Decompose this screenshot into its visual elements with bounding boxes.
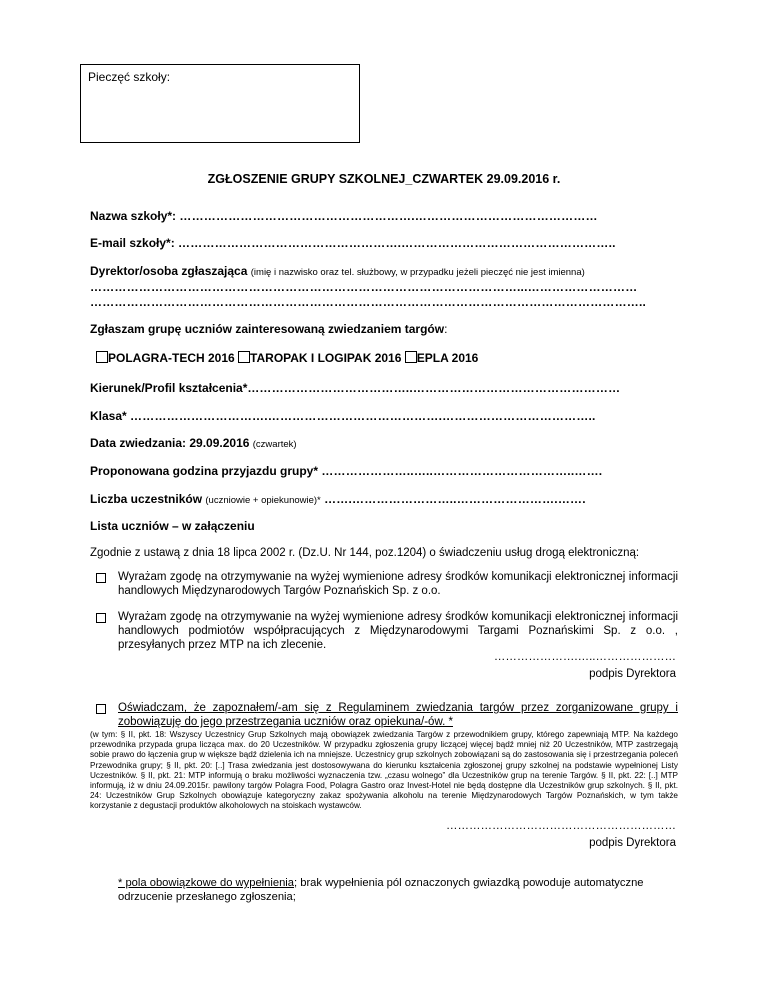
signature-line-1[interactable]: ………………….…..………………… — [493, 651, 676, 663]
visit-date-note: (czwartek) — [252, 439, 297, 450]
consent-2-checkbox[interactable] — [96, 613, 106, 623]
director-field-line-1[interactable]: ……………………………………………………………………………………………...……………………… — [90, 280, 638, 294]
director-field-line-2[interactable]: ……………………………………………………………………………………………………………………….. — [90, 295, 647, 309]
form-title: ZGŁOSZENIE GRUPY SZKOLNEJ_CZWARTEK 29.09.2016 r. — [207, 172, 561, 186]
declare-group-label: Zgłaszam grupę uczniów zainteresowaną zwiedzaniem targów — [90, 322, 445, 336]
students-note: (uczniowie + opiekunowie)* — [205, 495, 321, 506]
arrival-time-row[interactable] — [90, 464, 690, 478]
signature-label-2: podpis Dyrektora — [589, 837, 676, 849]
class-row[interactable] — [90, 409, 690, 423]
students-row[interactable] — [90, 492, 690, 506]
email-label: E-mail szkoły*: — [90, 236, 175, 250]
declaration-checkbox[interactable] — [96, 704, 106, 714]
director-row — [90, 264, 690, 278]
declare-group-colon: : — [444, 322, 448, 336]
director-label: Dyrektor/osoba zgłaszająca — [90, 264, 248, 278]
school-name-field[interactable]: ………………………………………………….……………………………………… — [179, 209, 598, 223]
fair-option-epla: EPLA 2016 — [416, 351, 479, 365]
mandatory-fields-footnote — [118, 876, 648, 904]
stamp-label: Pieczęć szkoły: — [88, 70, 171, 84]
students-label: Liczba uczestników — [90, 492, 203, 506]
school-name-label: Nazwa szkoły*: — [90, 209, 177, 223]
consent-2-text: Wyrażam zgodę na otrzymywanie na wyżej wymienione adresy środków komunikacji elektronicznej informacji handlowych podmiotów współpracujących z Międzynarodowymi Targami Poznańskimi Sp. z o.o. , przesyłanych przez MTP na ich zlecenie. — [118, 611, 678, 651]
fair-option-polagra-tech: POLAGRA-TECH 2016 — [108, 351, 235, 365]
student-list-note: Lista uczniów – w załączeniu — [90, 519, 255, 533]
class-label: Klasa* — [90, 409, 127, 423]
direction-row[interactable] — [90, 381, 690, 395]
declare-group-row — [90, 322, 690, 336]
footnote-rest: ; brak wypełnienia pól oznaczonych gwiazdką powoduje automatyczne odrzucenie przesłanego zgłoszenia; — [118, 877, 644, 903]
checkbox-epla[interactable] — [405, 351, 417, 363]
checkbox-taropak[interactable] — [238, 351, 250, 363]
visit-date-label: Data zwiedzania: 29.09.2016 — [90, 436, 250, 450]
signature-label-1: podpis Dyrektora — [589, 668, 676, 680]
fair-option-taropak: TAROPAK I LOGIPAK 2016 — [250, 351, 402, 365]
students-field[interactable]: …….……………………..…………………….……. — [324, 492, 586, 506]
email-row[interactable] — [90, 236, 690, 250]
direction-label: Kierunek/Profil kształcenia*… — [90, 381, 260, 395]
regulation-excerpt: (w tym: § II, pkt. 18: Wszyscy Uczestnicy Grup Szkolnych mają obowiązek zwiedzania Targów z przewodnikiem grupy, którego zapewniają MTP. Na każdego przewodnika przypada grupa licząca max. do 20 Uczestników. W przypadku zgłoszenia grupy liczącej więcej bądź mniej niż 20 Uczestników, MTP zastrzegają sobie prawo do łączenia grup w większe bądź dzielenia ich na mniejsze. Uczestnicy grup szkolnych zobowiązani są do zastosowania się i przestrzegania poleceń Przewodnika grupy; § II, pkt. 20: [..] Trasa zwiedzania jest dostosowywana do kierunku kształcenia zgłoszonej grupy szkolnej na podstawie wypełnionej Listy Uczestników. § II, pkt. 21: MTP informują o braku możliwości wyznaczenia tzw. „czasu wolnego” dla Uczestników grup na terenie Targów. § II, pkt. 22: [..] MTP informują, iż w dniu 24.09.2015r. pawilony targów Polagra Food, Polagra Gastro oraz Invest-Hotel nie będą dostępne dla Uczestników grup szkolnych. § II, pkt. 24: Uczestników Grup Szkolnych obowiązuje kategoryczny zakaz spożywania alkoholu na terenie Międzynarodowych Targów Poznańskich, w tym także korzystanie z degustacji produktów alkoholowych na stoiskach wystawców. — [90, 730, 678, 811]
class-field[interactable]: …………………………….…………………………………….……………………………….. — [130, 409, 596, 423]
arrival-time-field[interactable]: …………………..…..……………………………..……. — [321, 464, 603, 478]
arrival-time-label: Proponowana godzina przyjazdu grupy* — [90, 464, 319, 478]
school-stamp-box — [80, 64, 360, 143]
footnote-underlined: * pola obowiązkowe do wypełnienia — [118, 877, 295, 889]
law-reference: Zgodnie z ustawą z dnia 18 lipca 2002 r. (Dz.U. Nr 144, poz.1204) o świadczeniu usług drogą elektroniczną: — [90, 547, 640, 559]
visit-date-row — [90, 436, 690, 450]
checkbox-polagra-tech[interactable] — [96, 351, 108, 363]
school-name-row[interactable] — [90, 209, 690, 223]
direction-field[interactable]: ………………………………..…………………………………………… — [259, 381, 621, 395]
director-note: (imię i nazwisko oraz tel. służbowy, w przypadku jeżeli pieczęć nie jest imienna) — [250, 267, 585, 278]
declaration-text: Oświadczam, że zapoznałem/-am się z Regulaminem zwiedzania targów przez zorganizowane grupy i zobowiązuję do jego przestrzegania uczniów oraz opiekuna/-ów. * — [118, 702, 678, 728]
signature-line-2[interactable]: …………………………………………………… — [446, 820, 676, 832]
email-field[interactable]: ……………………………………………….…………………………………………….. — [178, 236, 616, 250]
consent-1-text: Wyrażam zgodę na otrzymywanie na wyżej wymienione adresy środków komunikacji elektronicznej informacji handlowych Międzynarodowych Targów Poznańskich Sp. z o.o. — [118, 571, 678, 597]
consent-1-checkbox[interactable] — [96, 573, 106, 583]
fairs-row — [96, 351, 696, 365]
